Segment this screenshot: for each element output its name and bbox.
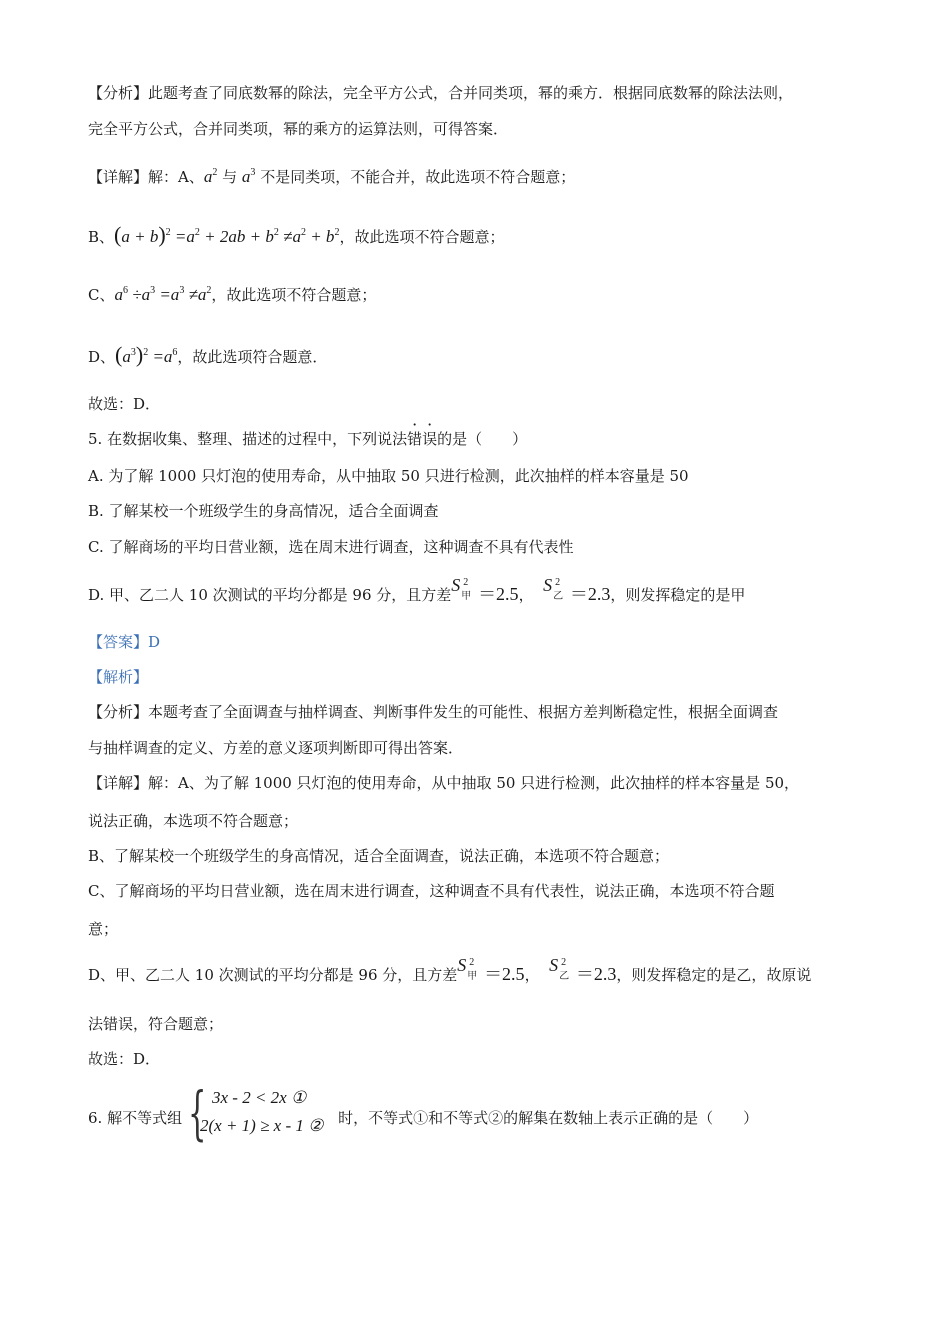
detail-c: C、$a^6 \div a^3 =a^3 \ne a^2$，故此选项不符合题意； <box>88 285 377 304</box>
select-1: 故选：D． <box>88 395 161 413</box>
analysis2-line-2: 与抽样调查的定义、方差的意义逐项判断即可得出答案． <box>88 739 464 757</box>
q5-option-d: D. 甲、乙二人 10 次测试的平均分都是 96 分，且方差 S 2 甲 ＝2.5， S 2 乙 ＝2.3，则发挥稳定的是甲 <box>88 575 746 604</box>
select-2: 故选：D． <box>88 1050 161 1068</box>
analysis-line-1: 【分析】此题考查了同底数幂的除法，完全平方公式，合并同类项，幂的乘方．根据同底数幂的除法法则， <box>88 84 794 102</box>
inequality-2: 2(x + 1) ≥ x - 1 ② <box>200 1116 324 1135</box>
answer-label: 【答案】D <box>88 633 161 651</box>
detail2-line-3: B、了解某校一个班级学生的身高情况，适合全面调查，说法正确，本选项不符合题意； <box>88 847 670 865</box>
q5-option-a: A. 为了解 1000 只灯泡的使用寿命，从中抽取 50 只进行检测，此次抽样的样本容量是 50 <box>88 467 689 485</box>
inequality-1: 3x - 2 < 2x ① <box>212 1088 307 1107</box>
q6-stem: 6. 解不等式组 时，不等式①和不等式②的解集在数轴上表示正确的是（ ） <box>88 1109 759 1127</box>
inequality-system <box>188 1079 338 1148</box>
explanation-label: 【解析】 <box>88 668 149 686</box>
detail-a: 【详解】解：A、$a^2$ 与 $a^3$ 不是同类项，不能合并，故此选项不符合题意； <box>88 167 576 186</box>
q5-option-b: B. 了解某校一个班级学生的身高情况，适合全面调查 <box>88 502 439 520</box>
analysis-line-2: 完全平方公式，合并同类项，幂的乘方的运算法则，可得答案． <box>88 120 509 138</box>
brace-glyph: { <box>188 1079 207 1147</box>
detail-b: B、$(a + b)^2 =a^2 + 2ab + b^2 \ne a^2 + b^2$，故此选项不符合题意； <box>88 222 505 247</box>
detail2-line-4: C、了解商场的平均日营业额，选在周末进行调查，这种调查不具有代表性，说法正确，本选项不符合题 <box>88 882 775 900</box>
detail2-line-7: 法错误，符合题意； <box>88 1015 224 1033</box>
analysis2-line-1: 【分析】本题考查了全面调查与抽样调查、判断事件发生的可能性、根据方差判断稳定性，根据全面调查 <box>88 703 779 721</box>
detail-d: D、$(a^3)^2 =a^6$，故此选项符合题意． <box>88 342 328 367</box>
q5-option-c: C. 了解商场的平均日营业额，选在周末进行调查，这种调查不具有代表性 <box>88 538 574 556</box>
detail2-line-6: D、甲、乙二人 10 次测试的平均分都是 96 分，且方差 S 2 甲 ＝2.5， S 2 乙 ＝2.3，则发挥稳定的是乙，故原说 <box>88 955 812 984</box>
detail2-line-1: 【详解】解：A、为了解 1000 只灯泡的使用寿命，从中抽取 50 只进行检测，此次抽样的样本容量是 50， <box>88 774 800 792</box>
q5-stem: 5. 在数据收集、整理、描述的过程中，下列说法错误的是（ ） <box>88 430 528 448</box>
detail2-line-2: 说法正确，本选项不符合题意； <box>88 812 299 830</box>
detail2-line-5: 意； <box>88 920 119 938</box>
